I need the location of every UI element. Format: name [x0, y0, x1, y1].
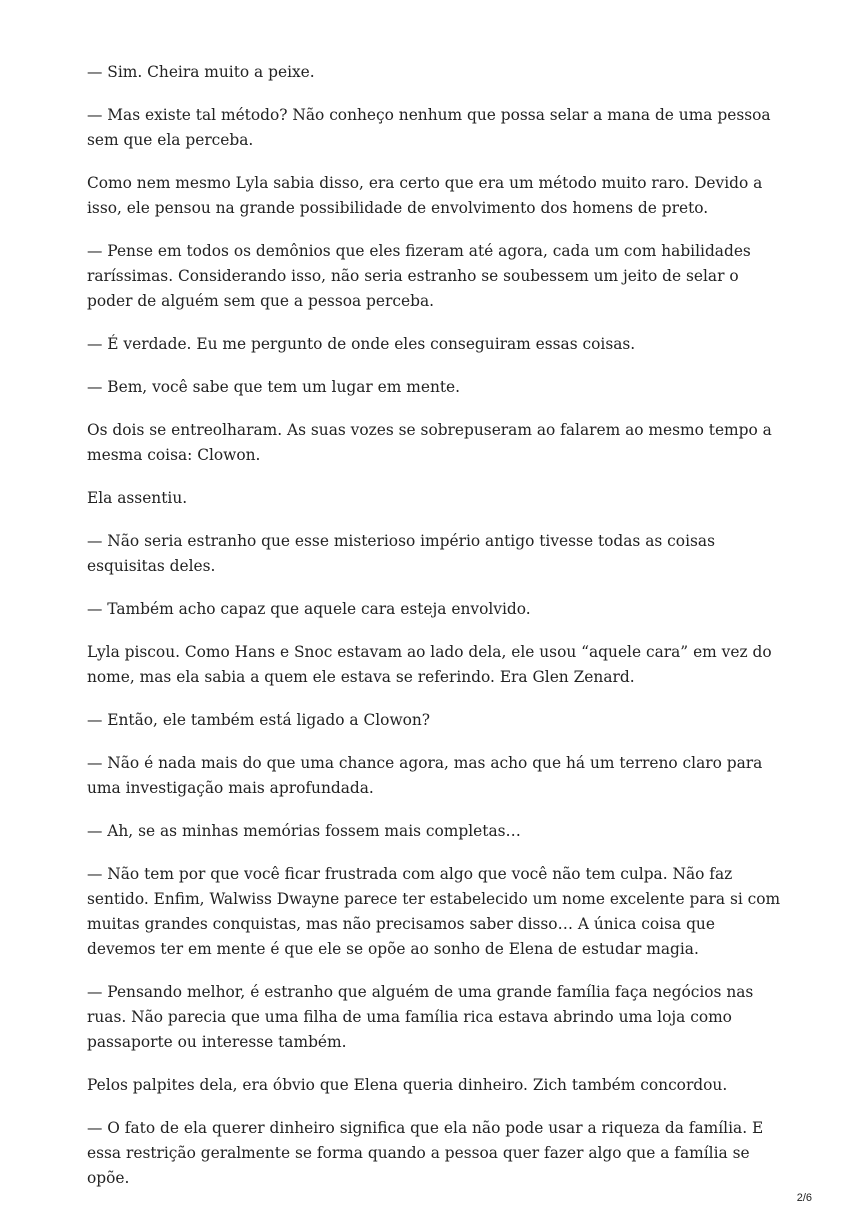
paragraph: — Mas existe tal método? Não conheço nenhum que possa selar a mana de uma pessoa sem que ela perceba.	[87, 106, 771, 149]
paragraph: — Não seria estranho que esse misterioso império antigo tivesse todas as coisas esquisitas deles.	[87, 532, 715, 575]
paragraph: — O fato de ela querer dinheiro significa que ela não pode usar a riqueza da família. E essa restrição geralmente se forma quando a pessoa quer fazer algo que a família se opõe.	[87, 1119, 764, 1187]
paragraph: Como nem mesmo Lyla sabia disso, era certo que era um método muito raro. Devido a isso, ele pensou na grande possibilidade de envolvimento dos homens de preto.	[87, 174, 763, 217]
document-body	[87, 60, 787, 1209]
paragraph: — Pensando melhor, é estranho que alguém de uma grande família faça negócios nas ruas. Não parecia que uma filha de uma família rica estava abrindo uma loja como passaporte ou interesse também.	[87, 983, 754, 1051]
paragraph: Os dois se entreolharam. As suas vozes se sobrepuseram ao falarem ao mesmo tempo a mesma coisa: Clowon.	[87, 421, 772, 464]
paragraph: — Sim. Cheira muito a peixe.	[87, 63, 315, 81]
paragraph: — Não é nada mais do que uma chance agora, mas acho que há um terreno claro para uma investigação mais aprofundada.	[87, 754, 763, 797]
paragraph: Lyla piscou. Como Hans e Snoc estavam ao lado dela, ele usou “aquele cara” em vez do nome, mas ela sabia a quem ele estava se referindo. Era Glen Zenard.	[87, 643, 772, 686]
paragraph: Pelos palpites dela, era óbvio que Elena queria dinheiro. Zich também concordou.	[87, 1076, 728, 1094]
paragraph: — Não tem por que você ficar frustrada com algo que você não tem culpa. Não faz sentido. Enfim, Walwiss Dwayne parece ter estabelecido um nome excelente para si com muitas grandes conquistas, mas não precisamos saber disso… A única coisa que devemos ter em mente é que ele se opõe ao sonho de Elena de estudar magia.	[87, 865, 781, 958]
page-number: 2/6	[796, 1192, 812, 1204]
paragraph: — Também acho capaz que aquele cara esteja envolvido.	[87, 600, 531, 618]
paragraph: — Ah, se as minhas memórias fossem mais completas…	[87, 822, 521, 840]
paragraph: — Bem, você sabe que tem um lugar em mente.	[87, 378, 461, 396]
paragraph: — Pense em todos os demônios que eles fizeram até agora, cada um com habilidades raríssimas. Considerando isso, não seria estranho se soubessem um jeito de selar o poder de alguém sem que a pessoa perceba.	[87, 242, 751, 310]
paragraph: — É verdade. Eu me pergunto de onde eles conseguiram essas coisas.	[87, 335, 636, 353]
paragraph: — Então, ele também está ligado a Clowon?	[87, 711, 431, 729]
paragraph: Ela assentiu.	[87, 489, 188, 507]
